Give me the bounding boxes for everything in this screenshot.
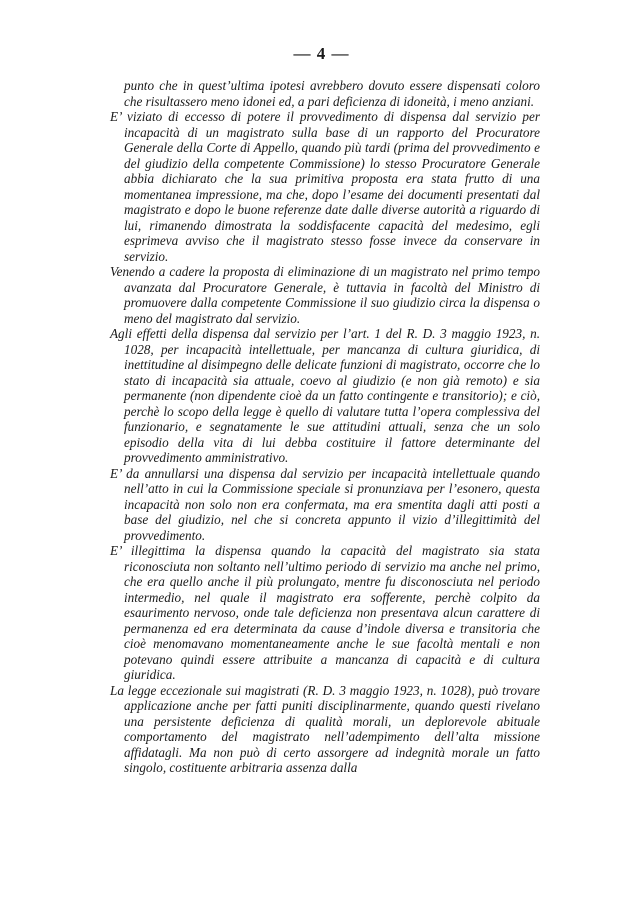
paragraph: Agli effetti della dispensa dal servizio per l’art. 1 del R. D. 3 maggio 1923, n. 1028, per incapacità intellettuale, per mancanza di cultura giuridica, di inettitudine al disimpegno delle delicate funzioni di magistrato, occorre che lo stato di incapacità sia attuale, coevo al giudizio (e non già remoto) e sia permanente (non dipendente cioè da un fatto contingente e transitorio); e ciò, perchè lo scopo della legge è quello di valutare tutta l’opera complessiva del funzionario, e segnatamente le sue attitudini attuali, senza che un solo episodio della vita di lui debba costituire il fattore determinante del provvedimento amministrativo. [110,326,540,465]
page-number: — 4 — [293,44,350,63]
body-text [110,78,540,776]
paragraph: E’ da annullarsi una dispensa dal servizio per incapacità intellettuale quando nell’atto in cui la Commissione speciale si pronunziava per l’esonero, questa incapacità non solo non era confermata, ma era smentita dagli atti posti a base del giudizio, nel che si concreta appunto il vizio d’illegittimità del provvedimento. [110,465,540,543]
paragraph: E’ viziato di eccesso di potere il provvedimento di dispensa dal servizio per incapacità di un magistrato sulla base di un rapporto del Procuratore Generale della Corte di Appello, quando più tardi (prima del provvedimento e del giudizio della competente Commissione) lo stesso Procuratore Generale abbia dichiarato che la sua primitiva proposta era stata frutto di una momentanea impressione, ma che, dopo l’esame dei documenti presentati dal magistrato e dopo le buone referenze date dalle diverse autorità a riguardo di lui, rimanendo dimostrata la soddisfacente capacità del medesimo, egli esprimeva avviso che il magistrato stesso fosse invece da conservare in servizio. [110,109,540,264]
paragraph: punto che in quest’ultima ipotesi avrebbero dovuto essere dispensati coloro che risultassero meno idonei ed, a pari deficienza di idoneità, i meno anziani. [124,78,540,109]
paragraph: La legge eccezionale sui magistrati (R. D. 3 maggio 1923, n. 1028), può trovare applicazione anche per fatti puniti disciplinarmente, quando questi rivelano una persistente deficienza di qualità morali, un deplorevole abituale comportamento del magistrato nell’adempimento dell’alta missione affidatagli. Ma non può di certo assorgere ad indegnità morale un fatto singolo, costituente arbitraria assenza dalla [110,682,540,775]
paragraph: Venendo a cadere la proposta di eliminazione di un magistrato nel primo tempo avanzata dal Procuratore Generale, è tuttavia in facoltà del Ministro di promuovere dalla competente Commissione il suo giudizio circa la dispensa o meno del magistrato dal servizio. [110,264,540,326]
paragraph: E’ illegittima la dispensa quando la capacità del magistrato sia stata riconosciuta non soltanto nell’ultimo periodo di servizio ma anche nel primo, che era quello anche il più prolungato, mentre fu disconosciuta nel periodo intermedio, nel quale il magistrato era sofferente, perchè colpito da esaurimento nervoso, onde tale deficienza non presentava alcun carattere di permanenza ed era determinata da cause d’indole diversa e transitoria che cioè menomavano momentaneamente anche le sue facoltà mentali e non potevano quindi essere attribuite a mancanza di capacità e di cultura giuridica. [110,543,540,682]
